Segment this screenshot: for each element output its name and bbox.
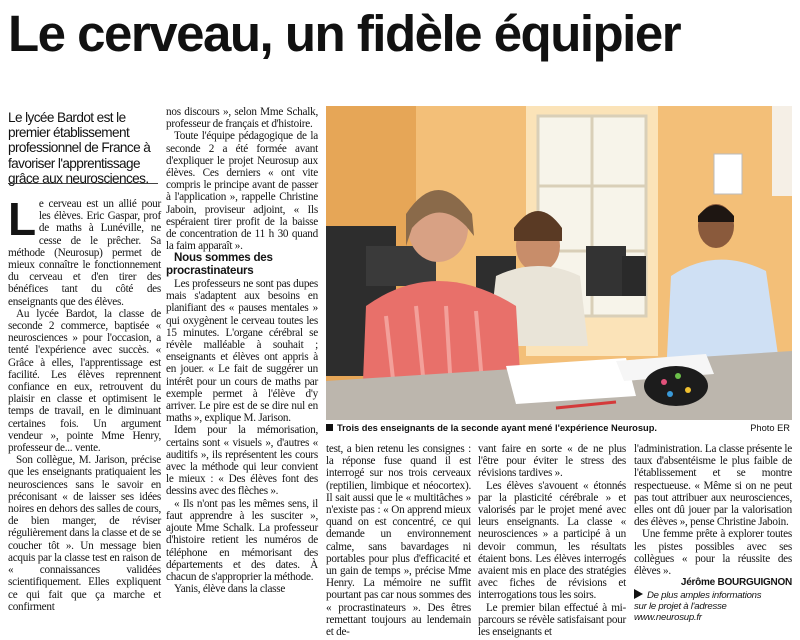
article-paragraph: « Ils n'ont pas les mêmes sens, il faut apprendre à les susciter », ajoute Mme Schalk. La professeur d'histoire retient les numéros de téléphone en mémorisant des départements et des dates. À chacun de s'approprier la méthode.	[166, 497, 318, 583]
headline: Le cerveau, un fidèle équipier	[8, 5, 681, 62]
drop-cap: L	[8, 193, 36, 245]
article-column-4	[478, 443, 626, 638]
author-signature: Jérôme BOURGUIGNON	[680, 577, 792, 589]
article-paragraph: Les professeurs ne sont pas dupes mais s'adaptent aux besoins en planifiant des « pauses mentales » qui oxygènent le cerveau toutes les 15 minutes. L'organe cérébral se révèle malléable à souhait ; enseignants et élèves ont appris à en jouer. « Le fait de suggérer un intérêt pour un cours de maths par exemple permet à l'élève d'y arriver. Le pire est de se dire nul en maths », explique M. Jarison.	[166, 278, 318, 425]
article-column-5	[634, 443, 792, 623]
info-line-2: sur le projet à l'adresse	[634, 601, 727, 613]
lead-rule	[8, 183, 158, 184]
article-column-1	[8, 193, 161, 613]
info-line-1: De plus amples informations	[647, 590, 762, 602]
article-paragraph: vant faire en sorte « de ne plus l'être pour éviter le stress des révisions tardives ».	[478, 443, 626, 480]
article-paragraph: Au lycée Bardot, la classe de seconde 2 commerce, baptisée « neurosciences » pour l'occasion, a tenté l'expérience avec succès. « Grâce à elles, l'apprentissage est facilité. Les élèves reprennent confiance en eux, retrouvent du plaisir en classe et optimisent le temps de travail, en le diminuant certaines fois. Un argument vendeur », pointe Mme Henry, professeur de... vente.	[8, 307, 161, 455]
subheading: Nous sommes des procrastinateurs	[166, 251, 273, 278]
article-paragraph: Son collègue, M. Jarison, précise que les enseignants pratiquaient les neurosciences sans le savoir en préconisant « de laisser ses idées noires en dehors des salles de cours, de bien manger, de réviser régulièrement dans la classe et de se coucher tôt ». Un message bien acquis par la classe test en raison de « connaissances validées scientifiquement. Elles expliquent ce qui fait que ça marche et confirment	[8, 454, 161, 613]
article-paragraph: Les élèves s'avouent « étonnés par la plasticité cérébrale » et valorisés par le projet mené avec leurs enseignants. La classe « neurosciences » a participé à un devoir commun, les résultats étaient bons. Les élèves interrogés avaient mis en place des stratégies avec fiches de révisions et interrogations tous les soirs.	[478, 479, 626, 602]
article-column-2	[166, 106, 318, 595]
article-paragraph: l'administration. La classe présente le taux d'absentéisme le plus faible de l'établissement et se montre respectueuse. « Même si on ne peut pas tout attribuer aux neurosciences, elles ont dû jouer par la valorisation des élèves », pense Christine Jaboin.	[634, 443, 792, 529]
article-paragraph: test, a bien retenu les consignes : la réponse fuse quand il est interrogé sur nos trois cerveaux (reptilien, limbique et néocortex). Il sait aussi que le « multitâches » n'existe pas : « On apprend mieux quand on est concentré, ce qui demande un environnement calme, sans bavardages ni portables pour plus d'efficacité et un gain de temps », précise Mme Henry. La mémoire ne suffit pourtant pas car nous sommes des « procrastinateurs ». Des êtres remettant toujours au lendemain et de-	[326, 443, 471, 639]
photo-caption	[326, 420, 792, 436]
caption-bullet-icon	[326, 424, 333, 431]
info-url: www.neurosup.fr	[634, 612, 702, 624]
article-photo	[326, 106, 792, 420]
article-paragraph: Yanis, élève dans la classe	[174, 583, 286, 596]
paragraph-text: e cerveau est un allié pour les élèves. Eric Gaspar, prof de maths à Lunéville, ne cesse de le prêcher. Sa méthode (Neurosup) permet de mieux connaître le fonctionnement du cerveau et d'en tirer des bénéfices tant du côté des enseignants que des élèves.	[8, 198, 161, 308]
article-paragraph: Toute l'équipe pédagogique de la seconde 2 a été formée avant d'expliquer le projet Neurosup aux élèves. Ces derniers « ont vite compris le principe avant de passer à l'application », rappelle Christine Jaboin, proviseur adjoint, « Ils espéraient tirer profit de la baisse de concentration de 11 h 30 quand la faim apparaît ».	[166, 130, 318, 253]
article-paragraph	[8, 193, 161, 308]
lead-paragraph: Le lycée Bardot est le premier établissement professionnel de France à favoriser l'apprentissage grâce aux neurosciences.	[8, 110, 151, 186]
article-column-3	[326, 443, 471, 638]
pointer-icon	[634, 589, 643, 599]
article-paragraph: Idem pour la mémorisation, certains sont « visuels », d'autres « auditifs », ils représentent les cours avec la méthode qui leur convient le mieux : « Des élèves font des dessins avec des flèches ».	[166, 424, 318, 498]
classroom-photo	[326, 106, 792, 420]
article-paragraph: Une femme prête à explorer toutes les pistes possibles avec ses collègues « pour la réussite des élèves ».	[634, 528, 792, 578]
photo-credit: Photo ER	[750, 423, 790, 433]
info-box	[634, 589, 792, 623]
caption-text: Trois des enseignants de la seconde ayant mené l'expérience Neurosup.	[337, 423, 657, 433]
article-paragraph: nos discours », selon Mme Schalk, professeur de français et d'histoire.	[166, 106, 318, 131]
article-paragraph: Le premier bilan effectué à mi-parcours se révèle satisfaisant pour les enseignants et	[478, 601, 626, 639]
